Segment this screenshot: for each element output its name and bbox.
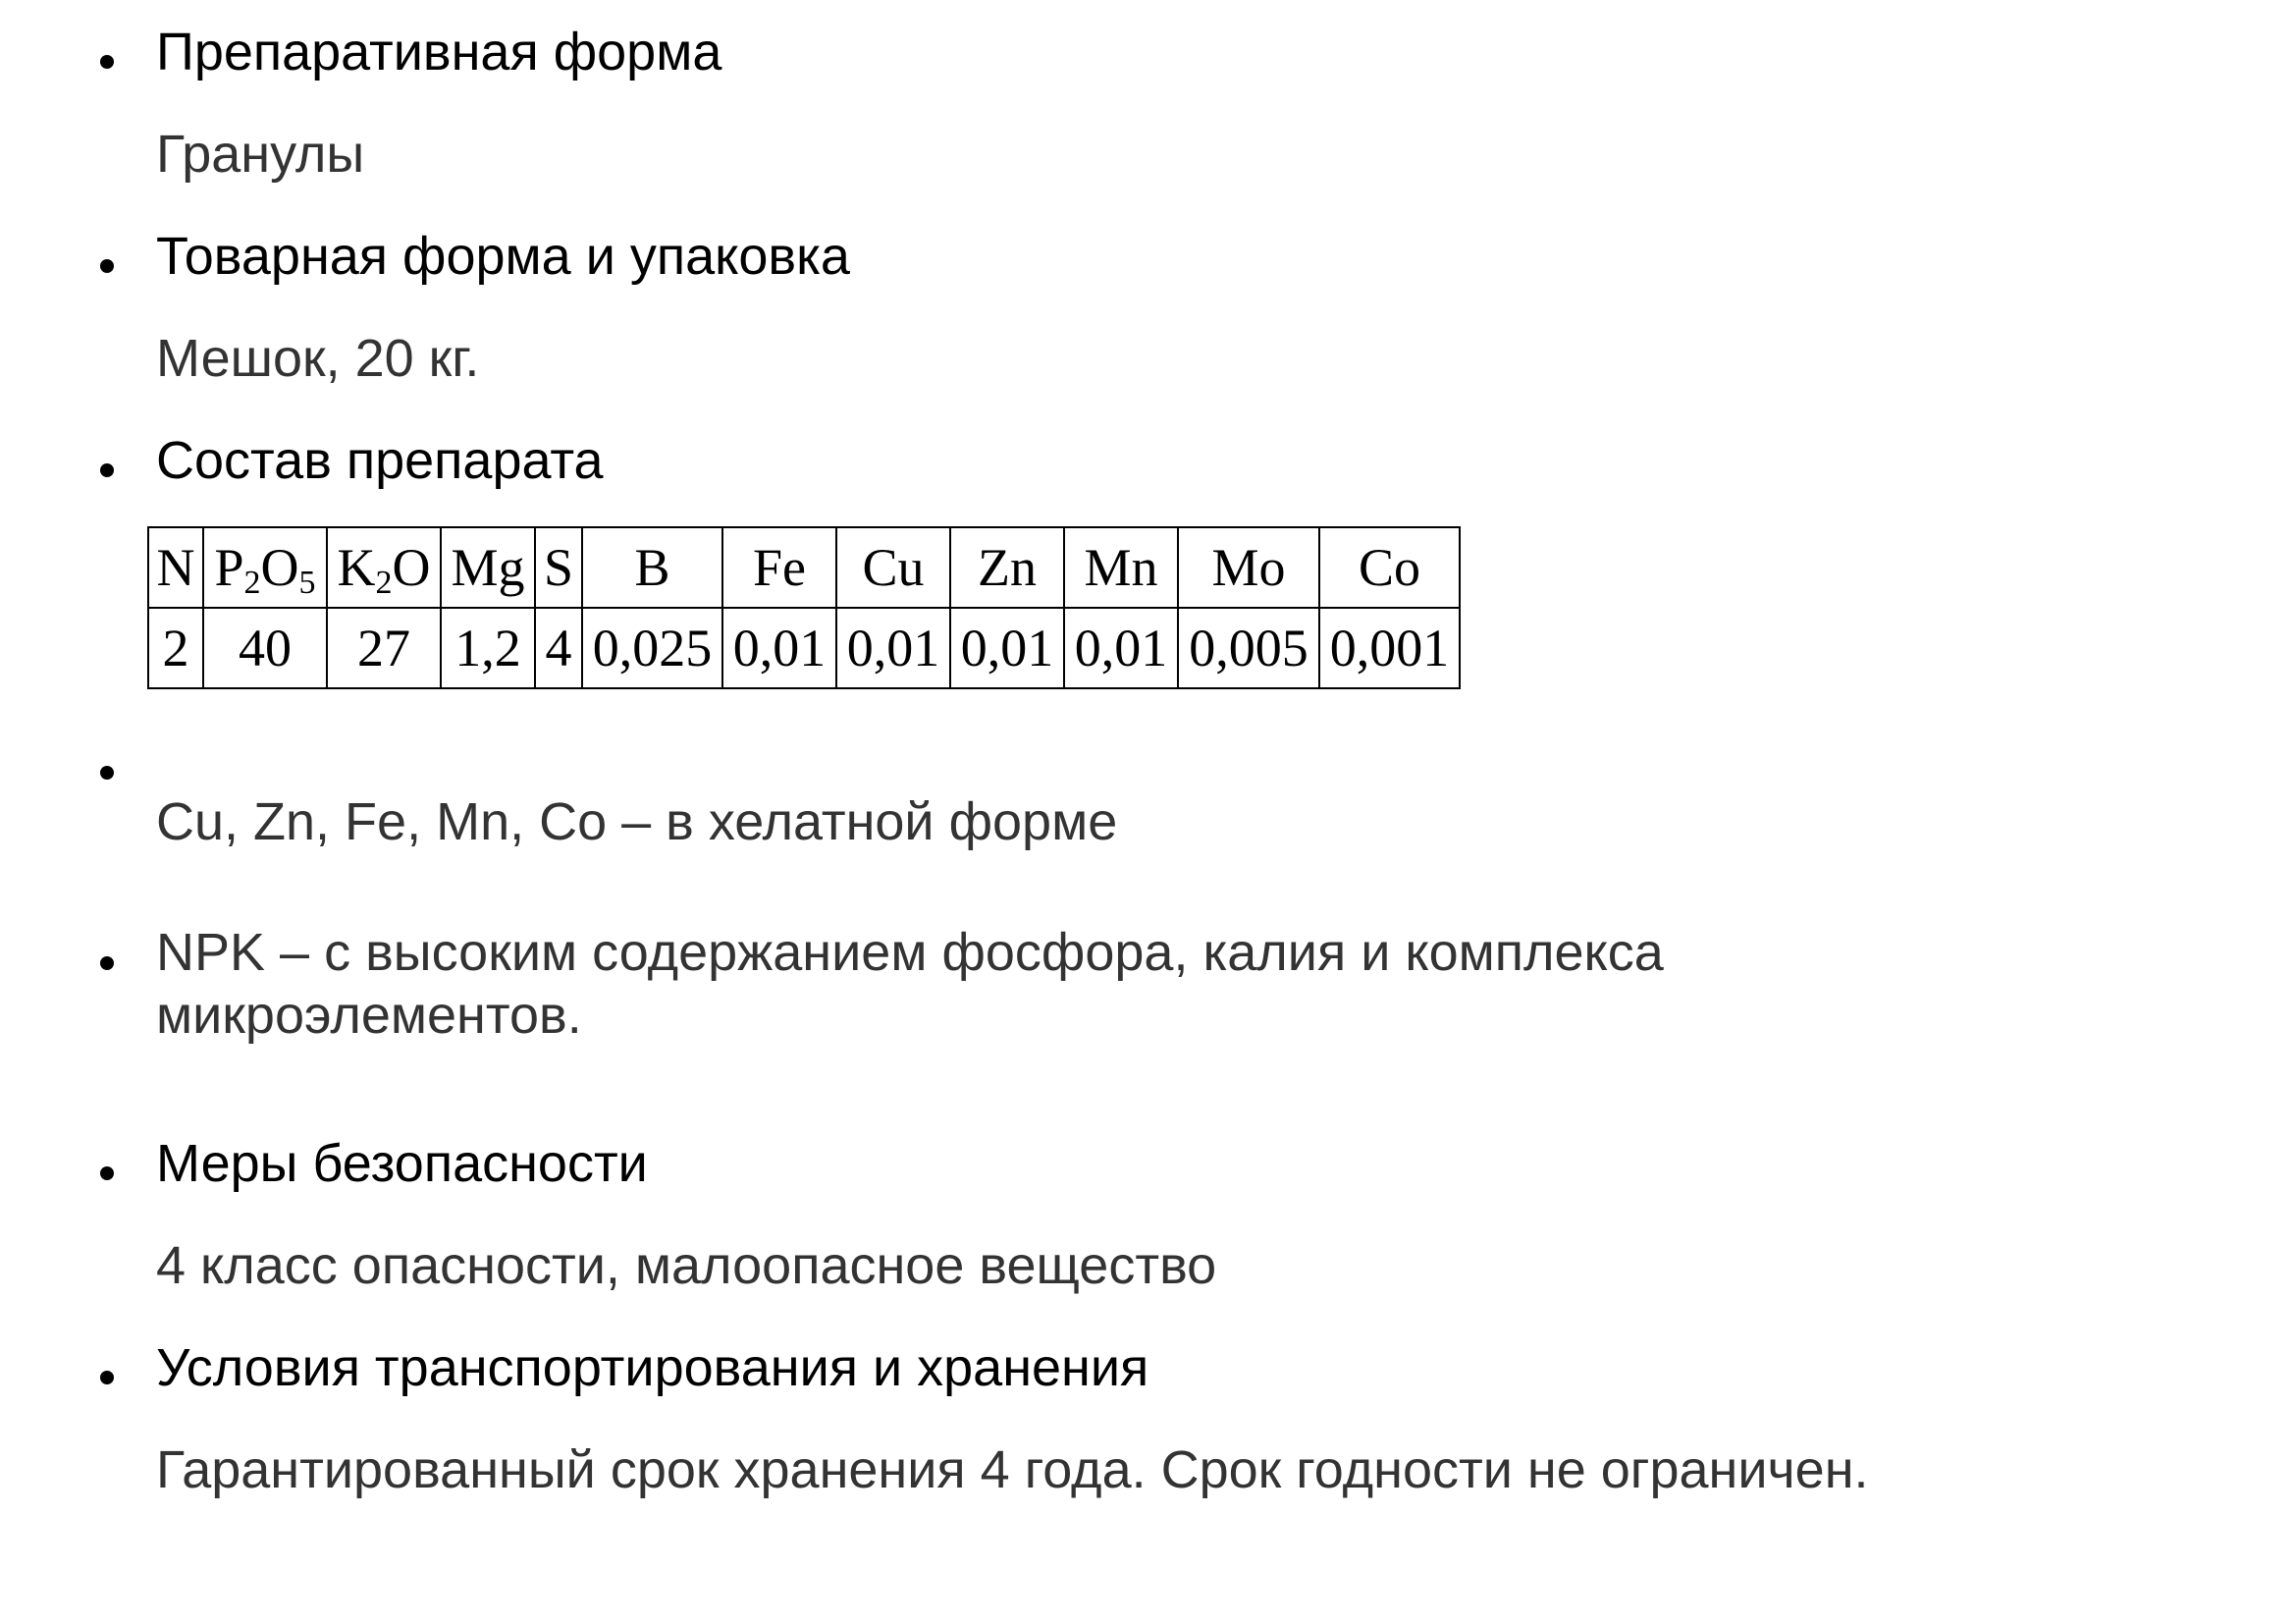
bullet-icon [100, 956, 114, 970]
section-value-form: Гранулы [156, 125, 365, 184]
table-cell: 0,005 [1178, 608, 1319, 688]
table-header-cell: Cu [836, 527, 950, 608]
bullet-icon [100, 766, 114, 780]
section-value-safety: 4 класс опасности, малоопасное вещество [156, 1236, 1217, 1295]
section-value-storage: Гарантированный срок хранения 4 года. Срок годности не ограничен. [156, 1440, 1869, 1499]
table-cell: 40 [203, 608, 327, 688]
table-header-cell: Mo [1178, 527, 1319, 608]
table-cell: 0,01 [836, 608, 950, 688]
composition-table [147, 526, 1461, 689]
table-cell: 4 [535, 608, 582, 688]
bullet-icon [100, 463, 114, 477]
section-value-packaging: Мешок, 20 кг. [156, 329, 480, 388]
table-header-cell: Fe [722, 527, 836, 608]
table-header-cell: Mn [1064, 527, 1178, 608]
table-cell: 27 [327, 608, 441, 688]
table-header-cell: Co [1319, 527, 1460, 608]
note-npk: NPK – с высоким содержанием фосфора, калия и комплекса микроэлементов. [156, 923, 1664, 1045]
table-row [148, 608, 1460, 688]
section-heading-composition: Состав препарата [156, 431, 604, 490]
bullet-icon [100, 1166, 114, 1180]
section-heading-packaging: Товарная форма и упаковка [156, 227, 850, 286]
bullet-icon [100, 55, 114, 69]
table-cell: 0,025 [582, 608, 722, 688]
table-header-cell: N [148, 527, 203, 608]
table-header-row [148, 527, 1460, 608]
section-heading-safety: Меры безопасности [156, 1134, 648, 1193]
section-heading-form: Препаративная форма [156, 23, 722, 81]
table-header-cell: Mg [441, 527, 535, 608]
table-cell: 0,01 [722, 608, 836, 688]
table-cell: 0,01 [1064, 608, 1178, 688]
table-header-cell: B [582, 527, 722, 608]
table-cell: 2 [148, 608, 203, 688]
table-header-cell: S [535, 527, 582, 608]
table-cell: 0,01 [950, 608, 1064, 688]
bullet-icon [100, 259, 114, 273]
table-header-cell: $P_2O_5$ [203, 527, 327, 608]
table-header-cell: Zn [950, 527, 1064, 608]
table-header-cell: $K_2O$ [327, 527, 441, 608]
table-cell: 1,2 [441, 608, 535, 688]
note-chelate: Cu, Zn, Fe, Mn, Co – в хелатной форме [156, 792, 1118, 851]
table-cell: 0,001 [1319, 608, 1460, 688]
bullet-icon [100, 1371, 114, 1384]
section-heading-storage: Условия транспортирования и хранения [156, 1338, 1149, 1397]
